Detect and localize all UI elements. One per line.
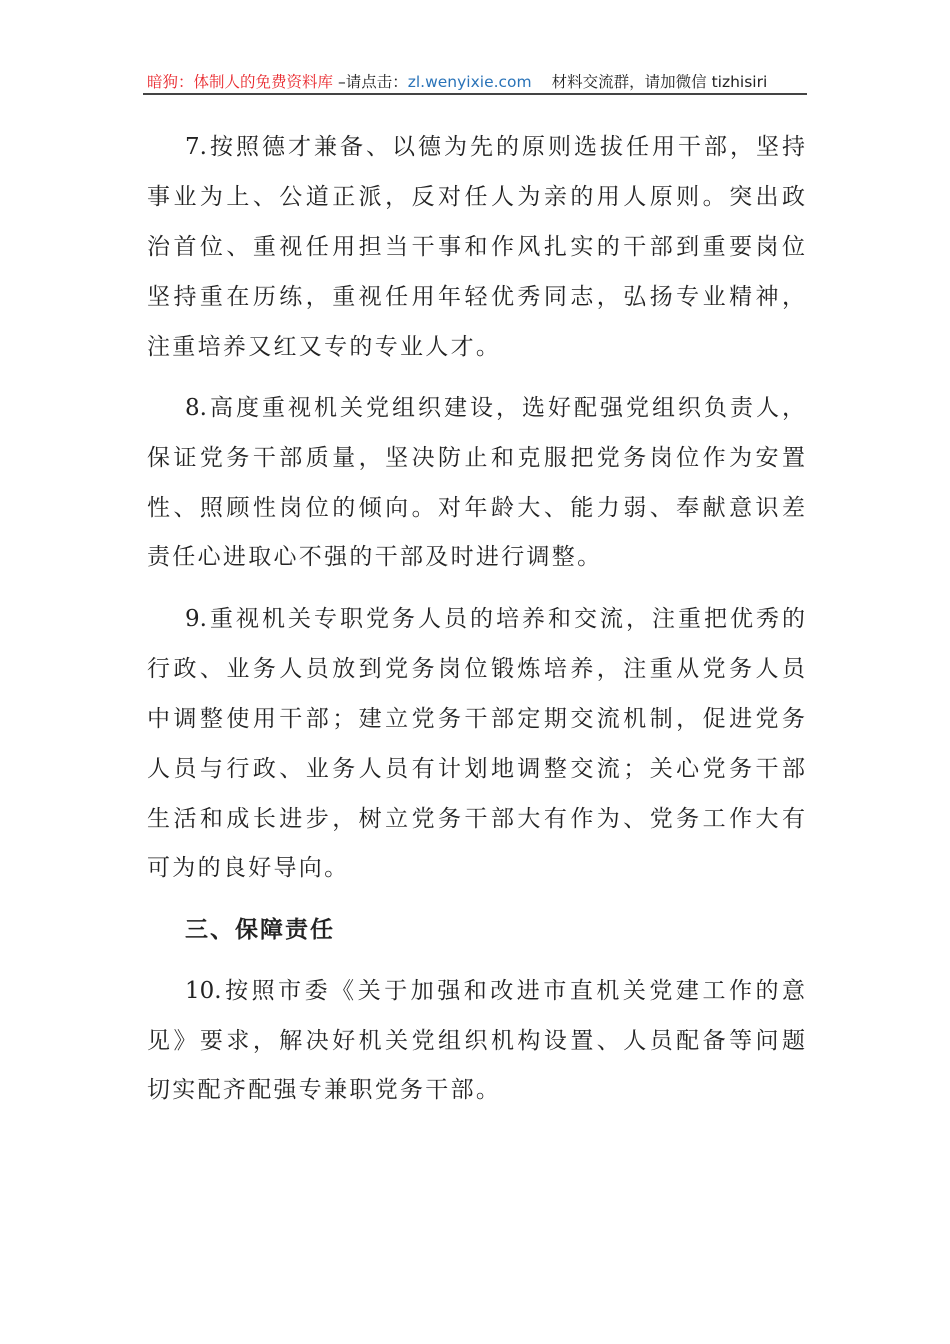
paragraph-line: 7.按照德才兼备、以德为先的原则选拔任用干部，坚持 [185, 134, 805, 160]
paragraph-line: 9.重视机关专职党务人员的培养和交流，注重把优秀的 [185, 606, 805, 632]
paragraph-line: 事业为上、公道正派，反对任人为亲的用人原则。突出政 [147, 184, 805, 210]
paragraph-line: 8.高度重视机关党组织建设，选好配强党组织负责人， [185, 395, 805, 421]
header-group: 材料交流群，请加微信 tizhisiri [551, 73, 768, 91]
paragraph-line: 见》要求，解决好机关党组织机构设置、人员配备等问题 [147, 1028, 805, 1054]
paragraph-line: 行政、业务人员放到党务岗位锻炼培养，注重从党务人员 [147, 656, 805, 682]
paragraph-line: 治首位、重视任用担当干事和作风扎实的干部到重要岗位 [147, 234, 805, 260]
paragraph-line: 可为的良好导向。 [147, 855, 350, 881]
header-prompt: –请点击： [333, 73, 408, 91]
paragraph-line: 坚持重在历练，重视任用年轻优秀同志，弘扬专业精神， [147, 284, 805, 310]
paragraph-line: 生活和成长进步，树立党务干部大有作为、党务工作大有 [147, 806, 805, 832]
header-rule [143, 93, 807, 95]
paragraph-line: 注重培养又红又专的专业人才。 [147, 334, 502, 360]
paragraph-line: 切实配齐配强专兼职党务干部。 [147, 1077, 502, 1103]
paragraph-line: 保证党务干部质量，坚决防止和克服把党务岗位作为安置 [147, 445, 805, 471]
paragraph-line: 中调整使用干部；建立党务干部定期交流机制，促进党务 [147, 706, 805, 732]
paragraph-line: 人员与行政、业务人员有计划地调整交流；关心党务干部 [147, 756, 805, 782]
header-link[interactable]: zl.wenyixie.com [407, 73, 532, 91]
paragraph-line: 责任心进取心不强的干部及时进行调整。 [147, 544, 603, 570]
paragraph-line: 性、照顾性岗位的倾向。对年龄大、能力弱、奉献意识差 [147, 495, 805, 521]
section-heading: 三、保障责任 [185, 917, 335, 943]
header-brand: 暗狗：体制人的免费资料库 [147, 73, 334, 91]
paragraph-line: 10.按照市委《关于加强和改进市直机关党建工作的意 [185, 978, 805, 1004]
page-header [147, 70, 805, 92]
